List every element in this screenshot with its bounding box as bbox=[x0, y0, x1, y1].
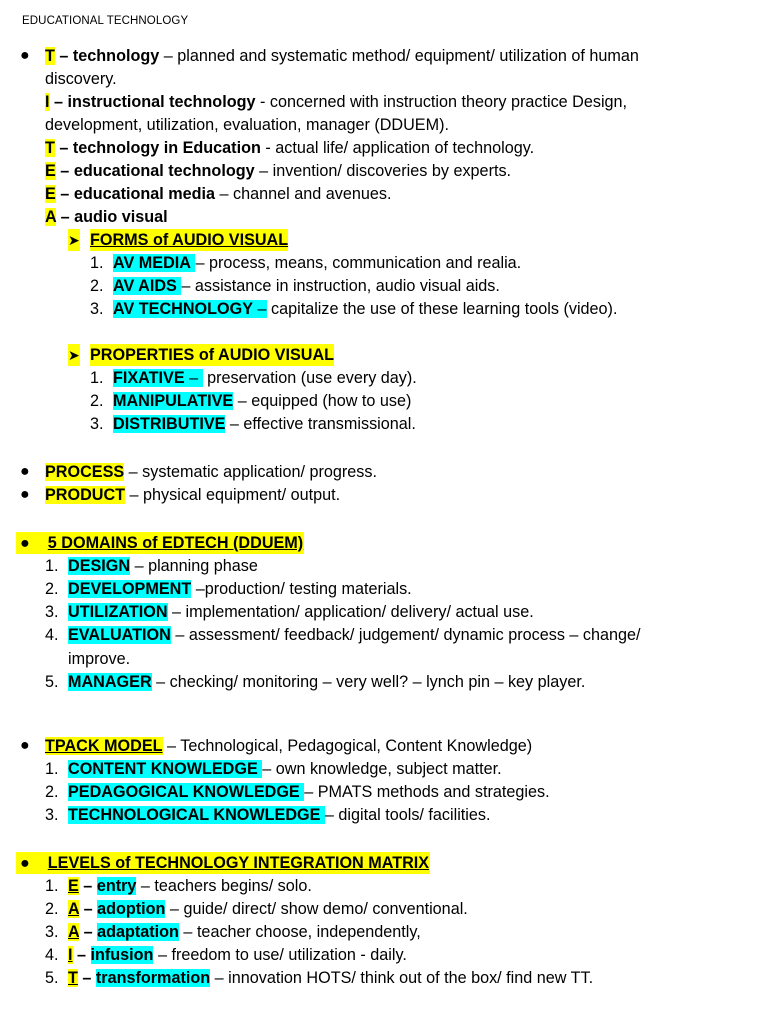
bullet-icon: ● bbox=[20, 486, 30, 503]
bullet-icon: ● bbox=[20, 534, 30, 552]
arrow-bullet-icon: ➤ bbox=[68, 229, 80, 251]
bullet-icon: ● bbox=[20, 854, 30, 872]
document-header: EDUCATIONAL TECHNOLOGY bbox=[22, 15, 189, 27]
arrow-bullet-icon: ➤ bbox=[68, 344, 80, 366]
bullet-icon: ● bbox=[20, 47, 30, 64]
bullet-icon: ● bbox=[20, 737, 30, 754]
bullet-icon: ● bbox=[20, 463, 30, 480]
